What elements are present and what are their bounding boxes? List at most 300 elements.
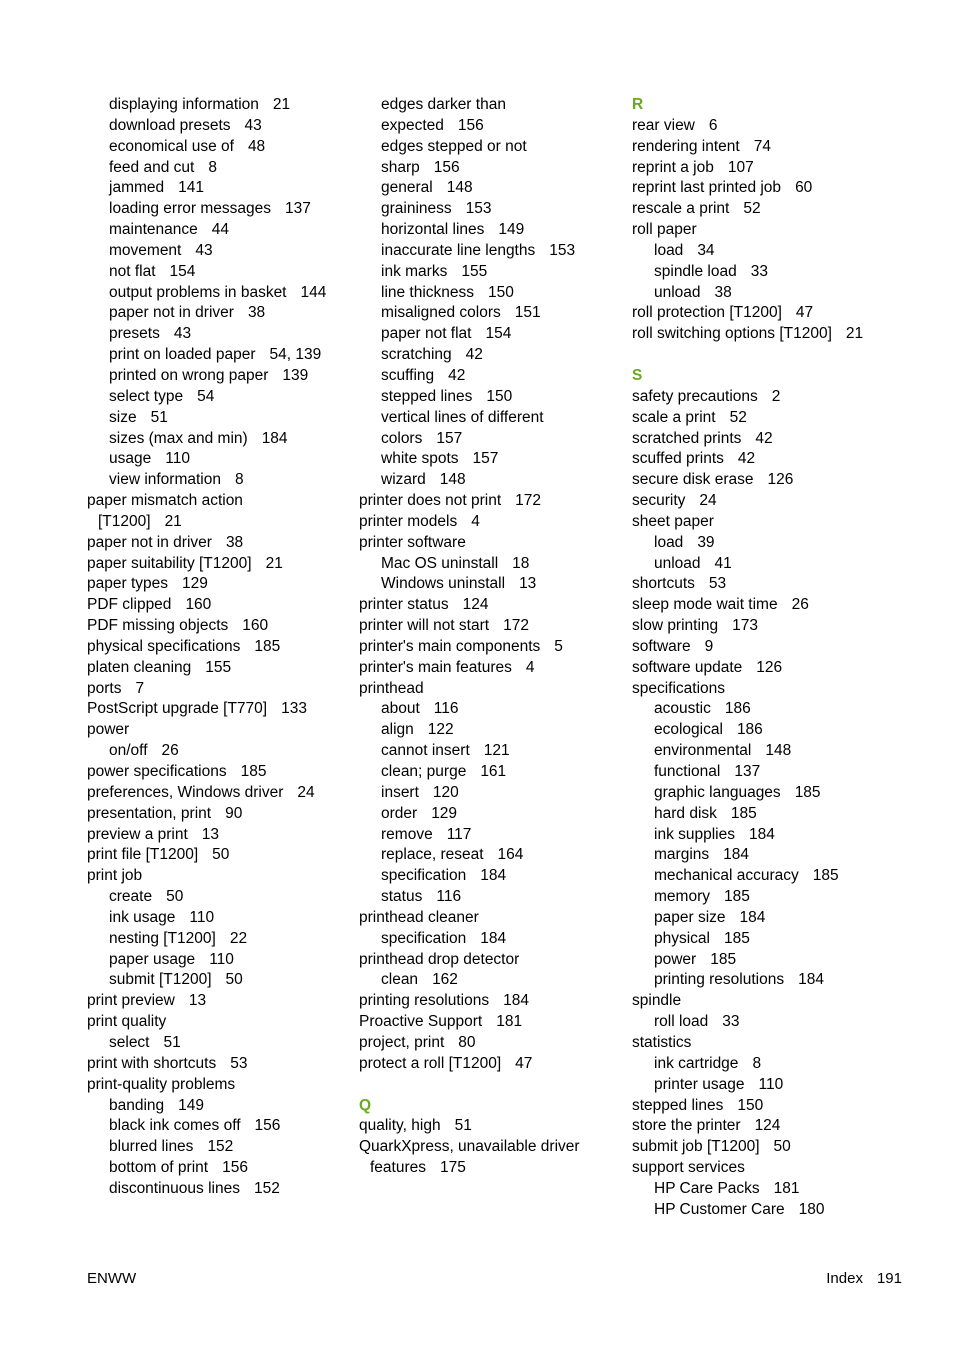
index-entry <box>359 1116 621 1137</box>
index-page-ref[interactable]: 137 <box>734 763 761 780</box>
index-term: HP Care Packs <box>654 1179 760 1197</box>
index-page-ref[interactable]: 154 <box>485 325 512 343</box>
index-subentry <box>87 241 349 262</box>
index-term: physical specifications <box>87 637 241 655</box>
index-term: shortcuts <box>632 575 695 593</box>
index-term: printer models <box>359 512 458 530</box>
index-subentry <box>359 970 621 991</box>
index-entry <box>359 950 621 971</box>
index-page-ref[interactable]: 172 <box>515 492 542 510</box>
index-page-ref[interactable]: 43 <box>195 241 213 259</box>
index-term: printed on wrong paper <box>109 366 269 384</box>
index-subentry <box>87 158 349 179</box>
index-page-ref[interactable]: 80 <box>458 1033 476 1051</box>
index-page-ref[interactable]: 148 <box>765 742 792 760</box>
index-term: platen cleaning <box>87 658 192 676</box>
index-subentry <box>632 283 894 304</box>
index-letter-heading: S <box>632 366 643 384</box>
index-term: specification <box>381 929 467 947</box>
index-subentry <box>359 929 621 950</box>
index-term: Proactive Support <box>359 1013 483 1031</box>
index-subentry <box>87 283 349 304</box>
index-entry <box>632 199 894 220</box>
section-spacer <box>632 345 894 366</box>
index-term: acoustic <box>654 700 711 718</box>
index-entry <box>632 116 894 137</box>
index-page-ref[interactable]: 186 <box>724 700 751 718</box>
index-page-ref[interactable]: 153 <box>465 200 492 218</box>
index-entry <box>87 616 349 637</box>
index-subentry <box>87 199 349 220</box>
index-page-ref[interactable]: 175 <box>440 1159 466 1177</box>
index-term: graininess <box>381 200 452 218</box>
index-term: paper suitability [T1200] <box>87 554 252 572</box>
index-term: sheet paper <box>632 512 714 530</box>
index-term: preferences, Windows driver <box>87 783 284 801</box>
index-term: graphic languages <box>654 783 781 801</box>
index-page-ref[interactable]: 38 <box>247 304 266 322</box>
index-term: ecological <box>654 721 723 739</box>
page-number: 191 <box>876 1270 902 1287</box>
index-page-ref[interactable]: 152 <box>253 1179 280 1197</box>
index-term: specifications <box>632 679 726 697</box>
index-subentry <box>359 178 621 199</box>
index-subentry <box>359 574 621 595</box>
index-term: load <box>654 241 684 259</box>
index-page-ref[interactable]: 51 <box>163 1033 181 1051</box>
index-subentry <box>87 387 349 408</box>
index-page-ref[interactable]: 184 <box>503 992 529 1010</box>
index-page-ref[interactable]: 148 <box>446 179 473 197</box>
index-page-ref[interactable]: 126 <box>756 658 783 676</box>
index-term: printhead drop detector <box>359 950 520 968</box>
index-page-ref[interactable]: 185 <box>240 763 267 780</box>
index-entry <box>632 1137 894 1158</box>
index-letter-heading: R <box>632 96 644 113</box>
index-subentry <box>359 345 621 366</box>
footer-right <box>826 1270 902 1287</box>
index-page-ref[interactable]: 8 <box>208 158 217 176</box>
index-term: paper usage <box>109 950 196 968</box>
index-term: edges darker than <box>381 96 506 113</box>
index-term: view information <box>109 471 221 489</box>
index-term: about <box>381 700 420 718</box>
index-page-ref[interactable]: 18 <box>512 554 530 572</box>
index-page-ref[interactable]: 110 <box>209 950 234 968</box>
index-entry <box>632 178 894 199</box>
index-page-ref[interactable]: 33 <box>722 1013 740 1031</box>
index-page-ref[interactable]: 186 <box>736 721 763 739</box>
index-entry <box>632 303 894 324</box>
index-subentry <box>359 720 621 741</box>
index-page-ref[interactable]: 157 <box>436 429 463 447</box>
index-page-ref[interactable]: 144 <box>300 283 327 301</box>
index-subentry <box>359 887 621 908</box>
index-page-ref[interactable]: 21 <box>845 325 864 343</box>
index-term: usage <box>109 450 152 468</box>
index-page-ref[interactable]: 52 <box>729 408 747 426</box>
index-subentry <box>359 804 621 825</box>
index-entry <box>87 679 349 700</box>
index-entry <box>87 804 349 825</box>
index-page-ref[interactable]: 42 <box>755 429 773 447</box>
index-page-ref[interactable]: 110 <box>758 1075 784 1093</box>
index-term: economical use of <box>109 137 234 155</box>
index-page-ref[interactable]: 116 <box>436 888 462 906</box>
index-page-ref[interactable]: 21 <box>265 554 283 572</box>
index-page-ref[interactable]: 47 <box>515 1054 533 1072</box>
index-page-ref[interactable]: 185 <box>710 950 737 968</box>
index-term: jammed <box>109 179 165 197</box>
index-term: spindle load <box>654 262 737 280</box>
index-subentry <box>632 1012 894 1033</box>
index-page-ref[interactable]: 185 <box>812 867 839 885</box>
index-subentry <box>632 845 894 866</box>
index-term: nesting [T1200] <box>109 929 216 947</box>
index-page-ref[interactable]: 51 <box>454 1117 472 1135</box>
index-subentry <box>359 449 621 470</box>
index-term: rescale a print <box>632 200 730 218</box>
index-page-ref[interactable]: 26 <box>791 596 809 614</box>
index-term: print with shortcuts <box>87 1054 217 1072</box>
index-page-ref[interactable]: 153 <box>549 241 576 259</box>
index-page-ref[interactable]: 7 <box>135 679 145 697</box>
index-term: specification <box>381 867 467 885</box>
index-term: reprint last printed job <box>632 179 782 197</box>
index-term: stepped lines <box>632 1096 724 1114</box>
index-page-ref[interactable]: 137 <box>284 200 311 218</box>
index-page-ref[interactable]: 48 <box>247 137 266 155</box>
index-subentry <box>87 366 349 387</box>
index-subentry <box>87 408 349 429</box>
index-page-ref[interactable]: 52 <box>743 200 761 218</box>
index-entry <box>632 137 894 158</box>
index-page-ref[interactable]: 21 <box>272 96 291 113</box>
index-entry <box>87 658 349 679</box>
index-term: print job <box>87 867 143 885</box>
index-term: print preview <box>87 992 175 1010</box>
index-page-ref[interactable]: 74 <box>753 137 771 155</box>
index-page-ref[interactable]: 184 <box>749 825 775 843</box>
index-page-ref[interactable]: 185 <box>724 929 750 947</box>
index-term: printhead <box>359 679 424 697</box>
index-term: PDF clipped <box>87 596 172 614</box>
index-page-ref[interactable]: 185 <box>723 888 750 906</box>
index-page-ref[interactable]: 157 <box>472 450 499 468</box>
index-page-ref[interactable]: 161 <box>480 763 507 780</box>
index-term: physical <box>654 929 710 947</box>
index-entry <box>87 720 349 741</box>
index-page-ref[interactable]: 184 <box>723 846 750 864</box>
index-page-ref[interactable]: 13 <box>519 575 537 593</box>
index-page-ref[interactable]: 42 <box>448 366 466 384</box>
index-term: Windows uninstall <box>381 575 506 593</box>
index-page-ref[interactable]: 164 <box>497 846 524 864</box>
index-subentry <box>359 220 621 241</box>
index-page-ref[interactable]: 90 <box>225 804 243 822</box>
index-page-ref[interactable]: 110 <box>165 450 190 468</box>
index-page-ref[interactable]: 185 <box>730 804 757 822</box>
index-page-ref[interactable]: 107 <box>727 158 754 176</box>
index-term: hard disk <box>654 804 717 822</box>
index-page-ref[interactable]: 13 <box>201 825 220 843</box>
index-page-ref[interactable]: 8 <box>752 1054 762 1072</box>
index-page-ref[interactable]: 122 <box>427 721 454 739</box>
index-term: feed and cut <box>109 158 195 176</box>
index-page-ref[interactable]: 185 <box>794 783 821 801</box>
index-entry <box>632 408 894 429</box>
index-page-ref[interactable]: 184 <box>480 929 507 947</box>
index-term: roll paper <box>632 221 697 239</box>
index-term: sleep mode wait time <box>632 596 778 614</box>
index-page-ref[interactable]: 150 <box>486 387 513 405</box>
index-entry <box>359 491 621 512</box>
index-term: power specifications <box>87 763 227 780</box>
index-term: slow printing <box>632 617 719 635</box>
index-page-ref[interactable]: 60 <box>795 179 813 197</box>
index-term: unload <box>654 554 701 572</box>
index-entry-continuation <box>87 512 349 533</box>
index-term: scratching <box>381 346 452 364</box>
index-subentry <box>632 1179 894 1200</box>
index-page-ref[interactable]: 33 <box>750 262 768 280</box>
index-subentry <box>359 783 621 804</box>
index-subentry <box>359 554 621 575</box>
index-entry <box>359 991 621 1012</box>
index-subentry <box>359 303 621 324</box>
index-page-ref[interactable]: 160 <box>185 596 212 614</box>
index-term: ink supplies <box>654 825 735 843</box>
index-column-1 <box>87 95 349 1200</box>
index-term: safety precautions <box>632 387 758 405</box>
index-page-ref[interactable]: 150 <box>488 283 514 301</box>
index-page-ref[interactable]: 180 <box>798 1200 825 1218</box>
index-page-ref[interactable]: 124 <box>754 1117 781 1135</box>
index-entry <box>632 1096 894 1117</box>
index-subentry <box>87 929 349 950</box>
index-entry <box>87 762 349 783</box>
index-page-ref[interactable]: 42 <box>737 450 756 468</box>
index-term: Mac OS uninstall <box>381 554 499 572</box>
index-subentry <box>359 199 621 220</box>
index-page-ref[interactable]: 8 <box>235 471 244 489</box>
index-page-ref[interactable]: 150 <box>737 1096 764 1114</box>
index-entry <box>632 491 894 512</box>
index-term: protect a roll [T1200] <box>359 1054 502 1072</box>
index-page-ref[interactable]: 185 <box>254 637 281 655</box>
index-subentry <box>87 449 349 470</box>
index-page-ref[interactable]: 155 <box>205 658 232 676</box>
index-page-ref[interactable]: 24 <box>297 783 315 801</box>
index-term: cannot insert <box>381 742 470 760</box>
section-spacer <box>359 1075 621 1096</box>
index-entry <box>87 554 349 575</box>
index-page-ref[interactable]: 9 <box>704 637 714 655</box>
index-page-ref[interactable]: 21 <box>164 512 182 530</box>
index-term: roll protection [T1200] <box>632 304 782 322</box>
index-page-ref[interactable]: 38 <box>714 283 732 301</box>
index-page-ref[interactable]: 43 <box>244 116 262 134</box>
index-page-ref[interactable]: 110 <box>189 908 215 926</box>
index-term: horizontal lines <box>381 221 485 239</box>
index-term: printer status <box>359 596 449 614</box>
index-term: PostScript upgrade [T770] <box>87 700 268 718</box>
index-entry <box>87 1075 349 1096</box>
index-page-ref[interactable]: 129 <box>182 575 208 593</box>
index-term: paper size <box>654 908 726 926</box>
index-term: features <box>370 1159 427 1177</box>
index-page-ref[interactable]: 116 <box>433 700 459 718</box>
index-subentry <box>632 950 894 971</box>
index-term: HP Customer Care <box>654 1200 785 1218</box>
index-page-ref[interactable]: 26 <box>161 742 179 760</box>
index-term: general <box>381 179 433 197</box>
index-term: vertical lines of different <box>381 408 544 426</box>
index-page-ref[interactable]: 121 <box>483 742 510 760</box>
index-page-ref[interactable]: 156 <box>433 158 460 176</box>
index-page-ref[interactable]: 4 <box>471 512 480 530</box>
index-page-ref[interactable]: 47 <box>795 304 814 322</box>
index-term: printer's main components <box>359 637 541 655</box>
index-term: maintenance <box>109 221 198 239</box>
index-subentry <box>87 1116 349 1137</box>
index-page-ref[interactable]: 117 <box>446 825 472 843</box>
index-entry <box>87 866 349 887</box>
index-page-ref[interactable]: 38 <box>225 533 244 551</box>
index-page-ref[interactable]: 139 <box>282 366 309 384</box>
index-entry <box>632 429 894 450</box>
index-subentry <box>359 95 621 116</box>
index-term: size <box>109 408 137 426</box>
index-subentry <box>87 741 349 762</box>
index-subentry <box>359 845 621 866</box>
index-term: select type <box>109 387 184 405</box>
index-term: paper not flat <box>381 325 472 343</box>
index-page-ref[interactable]: 6 <box>708 116 718 134</box>
index-page-ref[interactable]: 156 <box>254 1117 281 1135</box>
index-page-ref[interactable]: 151 <box>514 304 541 322</box>
index-term: wizard <box>381 471 426 489</box>
index-subentry <box>87 887 349 908</box>
index-page-ref[interactable]: 133 <box>281 700 307 718</box>
index-term: ports <box>87 679 122 697</box>
index-page-ref[interactable]: 13 <box>188 992 207 1010</box>
index-page-ref[interactable]: 152 <box>207 1138 234 1156</box>
index-term: project, print <box>359 1033 445 1051</box>
index-page-ref[interactable]: 184 <box>798 971 824 989</box>
index-term: discontinuous lines <box>109 1179 240 1197</box>
index-subentry <box>632 699 894 720</box>
index-subentry <box>87 1137 349 1158</box>
index-entry-continuation <box>359 116 621 137</box>
index-page-ref[interactable]: 184 <box>480 867 507 885</box>
index-page-ref[interactable]: 160 <box>242 617 269 635</box>
index-page-ref[interactable]: 173 <box>732 617 759 635</box>
index-page-ref[interactable]: 53 <box>708 575 727 593</box>
index-subentry <box>87 137 349 158</box>
index-term: movement <box>109 241 182 259</box>
index-page-ref[interactable]: 4 <box>525 658 535 676</box>
index-term: submit job [T1200] <box>632 1138 760 1156</box>
index-page-ref[interactable]: 50 <box>225 971 243 989</box>
index-page-ref[interactable]: 154 <box>169 262 196 280</box>
index-page-ref[interactable]: 172 <box>503 617 529 635</box>
index-entry <box>87 574 349 595</box>
index-page-ref[interactable]: 155 <box>461 262 488 280</box>
index-term: printer's main features <box>359 658 512 676</box>
index-page-ref[interactable]: 162 <box>432 971 458 989</box>
index-page-ref[interactable]: 184 <box>739 908 766 926</box>
index-page-ref[interactable]: 148 <box>439 471 466 489</box>
index-subentry <box>359 387 621 408</box>
index-page-ref[interactable]: 53 <box>230 1054 248 1072</box>
index-entry <box>632 387 894 408</box>
index-subentry <box>87 303 349 324</box>
index-entry <box>359 512 621 533</box>
index-entry <box>359 616 621 637</box>
index-page-ref[interactable]: 2 <box>771 387 781 405</box>
index-page-ref[interactable]: 43 <box>173 325 192 343</box>
index-entry <box>632 220 894 241</box>
index-term: printhead cleaner <box>359 908 479 926</box>
index-term: store the printer <box>632 1117 741 1135</box>
index-page-ref[interactable]: 39 <box>697 533 715 551</box>
index-subentry <box>632 887 894 908</box>
index-term: power <box>654 950 697 968</box>
index-page-ref[interactable]: 126 <box>767 471 794 489</box>
index-page-ref[interactable]: 34 <box>697 241 715 259</box>
index-page-ref[interactable]: 129 <box>431 804 458 822</box>
index-page-ref[interactable]: 42 <box>465 346 483 364</box>
index-page-ref[interactable]: 124 <box>462 596 489 614</box>
index-page-ref[interactable]: 54, 139 <box>269 346 322 364</box>
index-subentry <box>632 783 894 804</box>
index-subentry <box>359 825 621 846</box>
index-page-ref[interactable]: 54 <box>197 387 215 405</box>
index-term: inaccurate line lengths <box>381 241 536 259</box>
index-page-ref[interactable]: 50 <box>773 1138 791 1156</box>
index-page-ref[interactable]: 50 <box>212 846 230 864</box>
index-term: insert <box>381 783 419 801</box>
index-page-ref[interactable]: 51 <box>150 408 168 426</box>
index-page-ref[interactable]: 5 <box>554 637 563 655</box>
index-page-ref[interactable]: 44 <box>211 221 230 239</box>
index-subentry <box>87 429 349 450</box>
index-term: remove <box>381 825 433 843</box>
index-subentry <box>632 866 894 887</box>
index-page-ref[interactable]: 141 <box>178 179 205 197</box>
index-page-ref[interactable]: 41 <box>714 554 732 572</box>
index-entry <box>359 658 621 679</box>
index-term: paper types <box>87 575 168 593</box>
index-entry-continuation <box>359 1158 621 1179</box>
index-page-ref[interactable]: 120 <box>432 783 459 801</box>
index-term: scuffing <box>381 366 435 384</box>
index-page-ref[interactable]: 184 <box>261 429 288 447</box>
index-page-ref[interactable]: 50 <box>166 888 184 906</box>
index-page-ref[interactable]: 22 <box>229 929 248 947</box>
index-page-ref[interactable]: 24 <box>699 492 717 510</box>
index-page-ref[interactable]: 149 <box>178 1096 205 1114</box>
index-page-ref[interactable]: 181 <box>496 1013 523 1031</box>
index-page-ref[interactable]: 181 <box>773 1179 800 1197</box>
index-page-ref[interactable]: 156 <box>457 116 484 134</box>
index-page-ref[interactable]: 149 <box>498 221 525 239</box>
index-subentry <box>87 1179 349 1200</box>
index-page-ref[interactable]: 156 <box>222 1159 248 1177</box>
index-term: quality, high <box>359 1117 441 1135</box>
index-entry <box>87 845 349 866</box>
